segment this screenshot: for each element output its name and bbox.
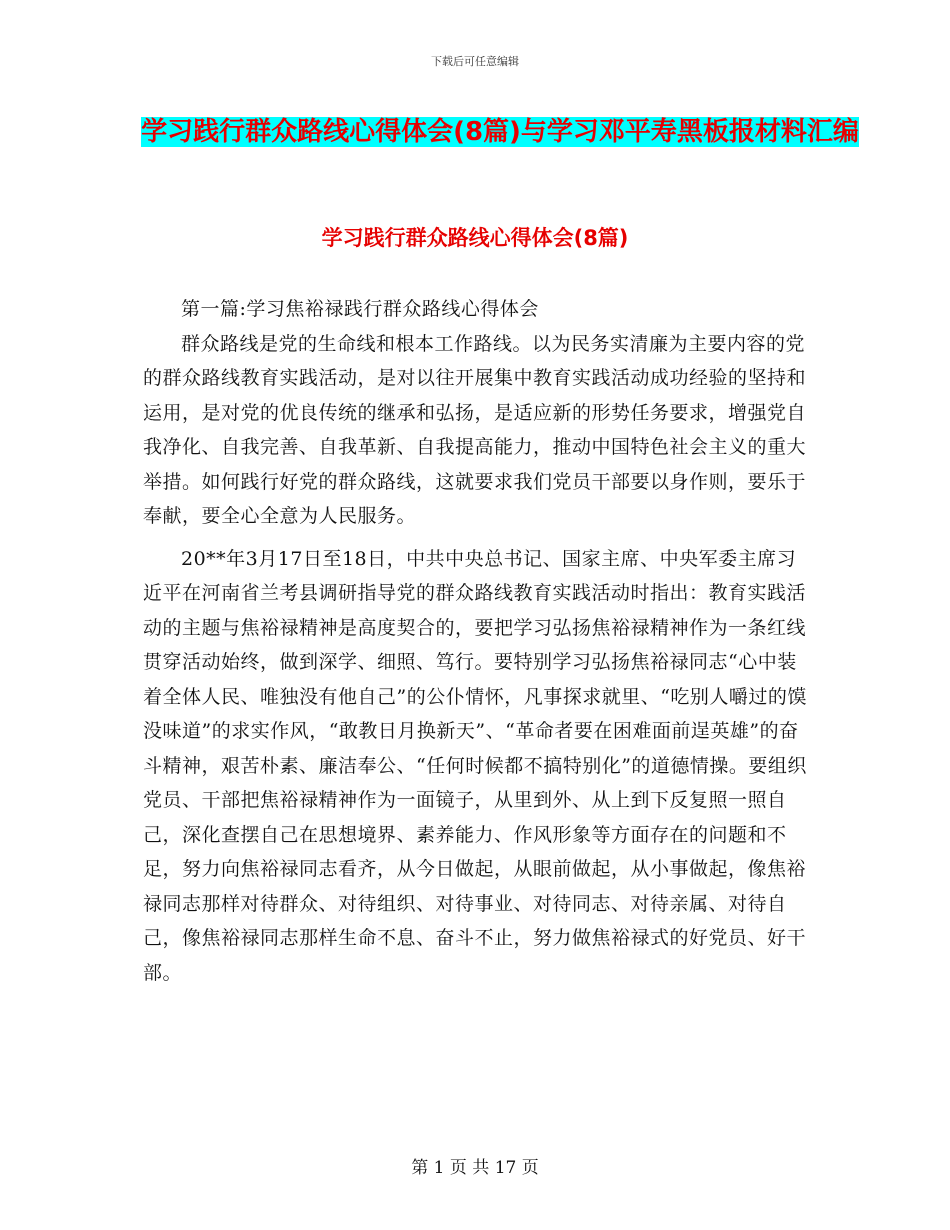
main-title-text: 学习践行群众路线心得体会(8篇)与学习邓平寿黑板报材料汇编 xyxy=(141,117,859,147)
page-number: 第 1 页 共 17 页 xyxy=(411,1158,539,1178)
section-title: 学习践行群众路线心得体会(8篇) xyxy=(321,226,629,250)
header-note: 下载后可任意编辑 xyxy=(431,55,519,68)
main-title xyxy=(140,108,860,156)
paragraph: 群众路线是党的生命线和根本工作路线。以为民务实清廉为主要内容的党的群众路线教育实践活动，是对以往开展集中教育实践活动成功经验的坚持和运用，是对党的优良传统的继承和弘扬，是适应新的形势任务要求，增强党自我净化、自我完善、自我革新、自我提高能力，推动中国特色社会主义的重大举措。如何践行好党的群众路线，这就要求我们党员干部要以身作则，要乐于奉献，要全心全意为人民服务。 xyxy=(143,332,807,527)
paragraph: 20**年3月17日至18日，中共中央总书记、国家主席、中央军委主席习近平在河南省兰考县调研指导党的群众路线教育实践活动时指出：教育实践活动的主题与焦裕禄精神是高度契合的，要把学习弘扬焦裕禄精神作为一条红线贯穿活动始终，做到深学、细照、笃行。要特别学习弘扬焦裕禄同志“心中装着全体人民、唯独没有他自己”的公仆情怀，凡事探求就里、“吃别人嚼过的馍没味道”的求实作风，“敢教日月换新天”、“革命者要在困难面前逞英雄”的奋斗精神，艰苦朴素、廉洁奉公、“任何时候都不搞特别化”的道德情操。要组织党员、干部把焦裕禄精神作为一面镜子，从里到外、从上到下反复照一照自己，深化查摆自己在思想境界、素养能力、作风形象等方面存在的问题和不足，努力向焦裕禄同志看齐，从今日做起，从眼前做起，从小事做起，像焦裕禄同志那样对待群众、对待组织、对待事业、对待同志、对待亲属、对待自己，像焦裕禄同志那样生命不息、奋斗不止，努力做焦裕禄式的好党员、好干部。 xyxy=(143,547,807,984)
body-text xyxy=(143,292,811,990)
paragraph-subheading: 第一篇:学习焦裕禄践行群众路线心得体会 xyxy=(181,298,539,320)
